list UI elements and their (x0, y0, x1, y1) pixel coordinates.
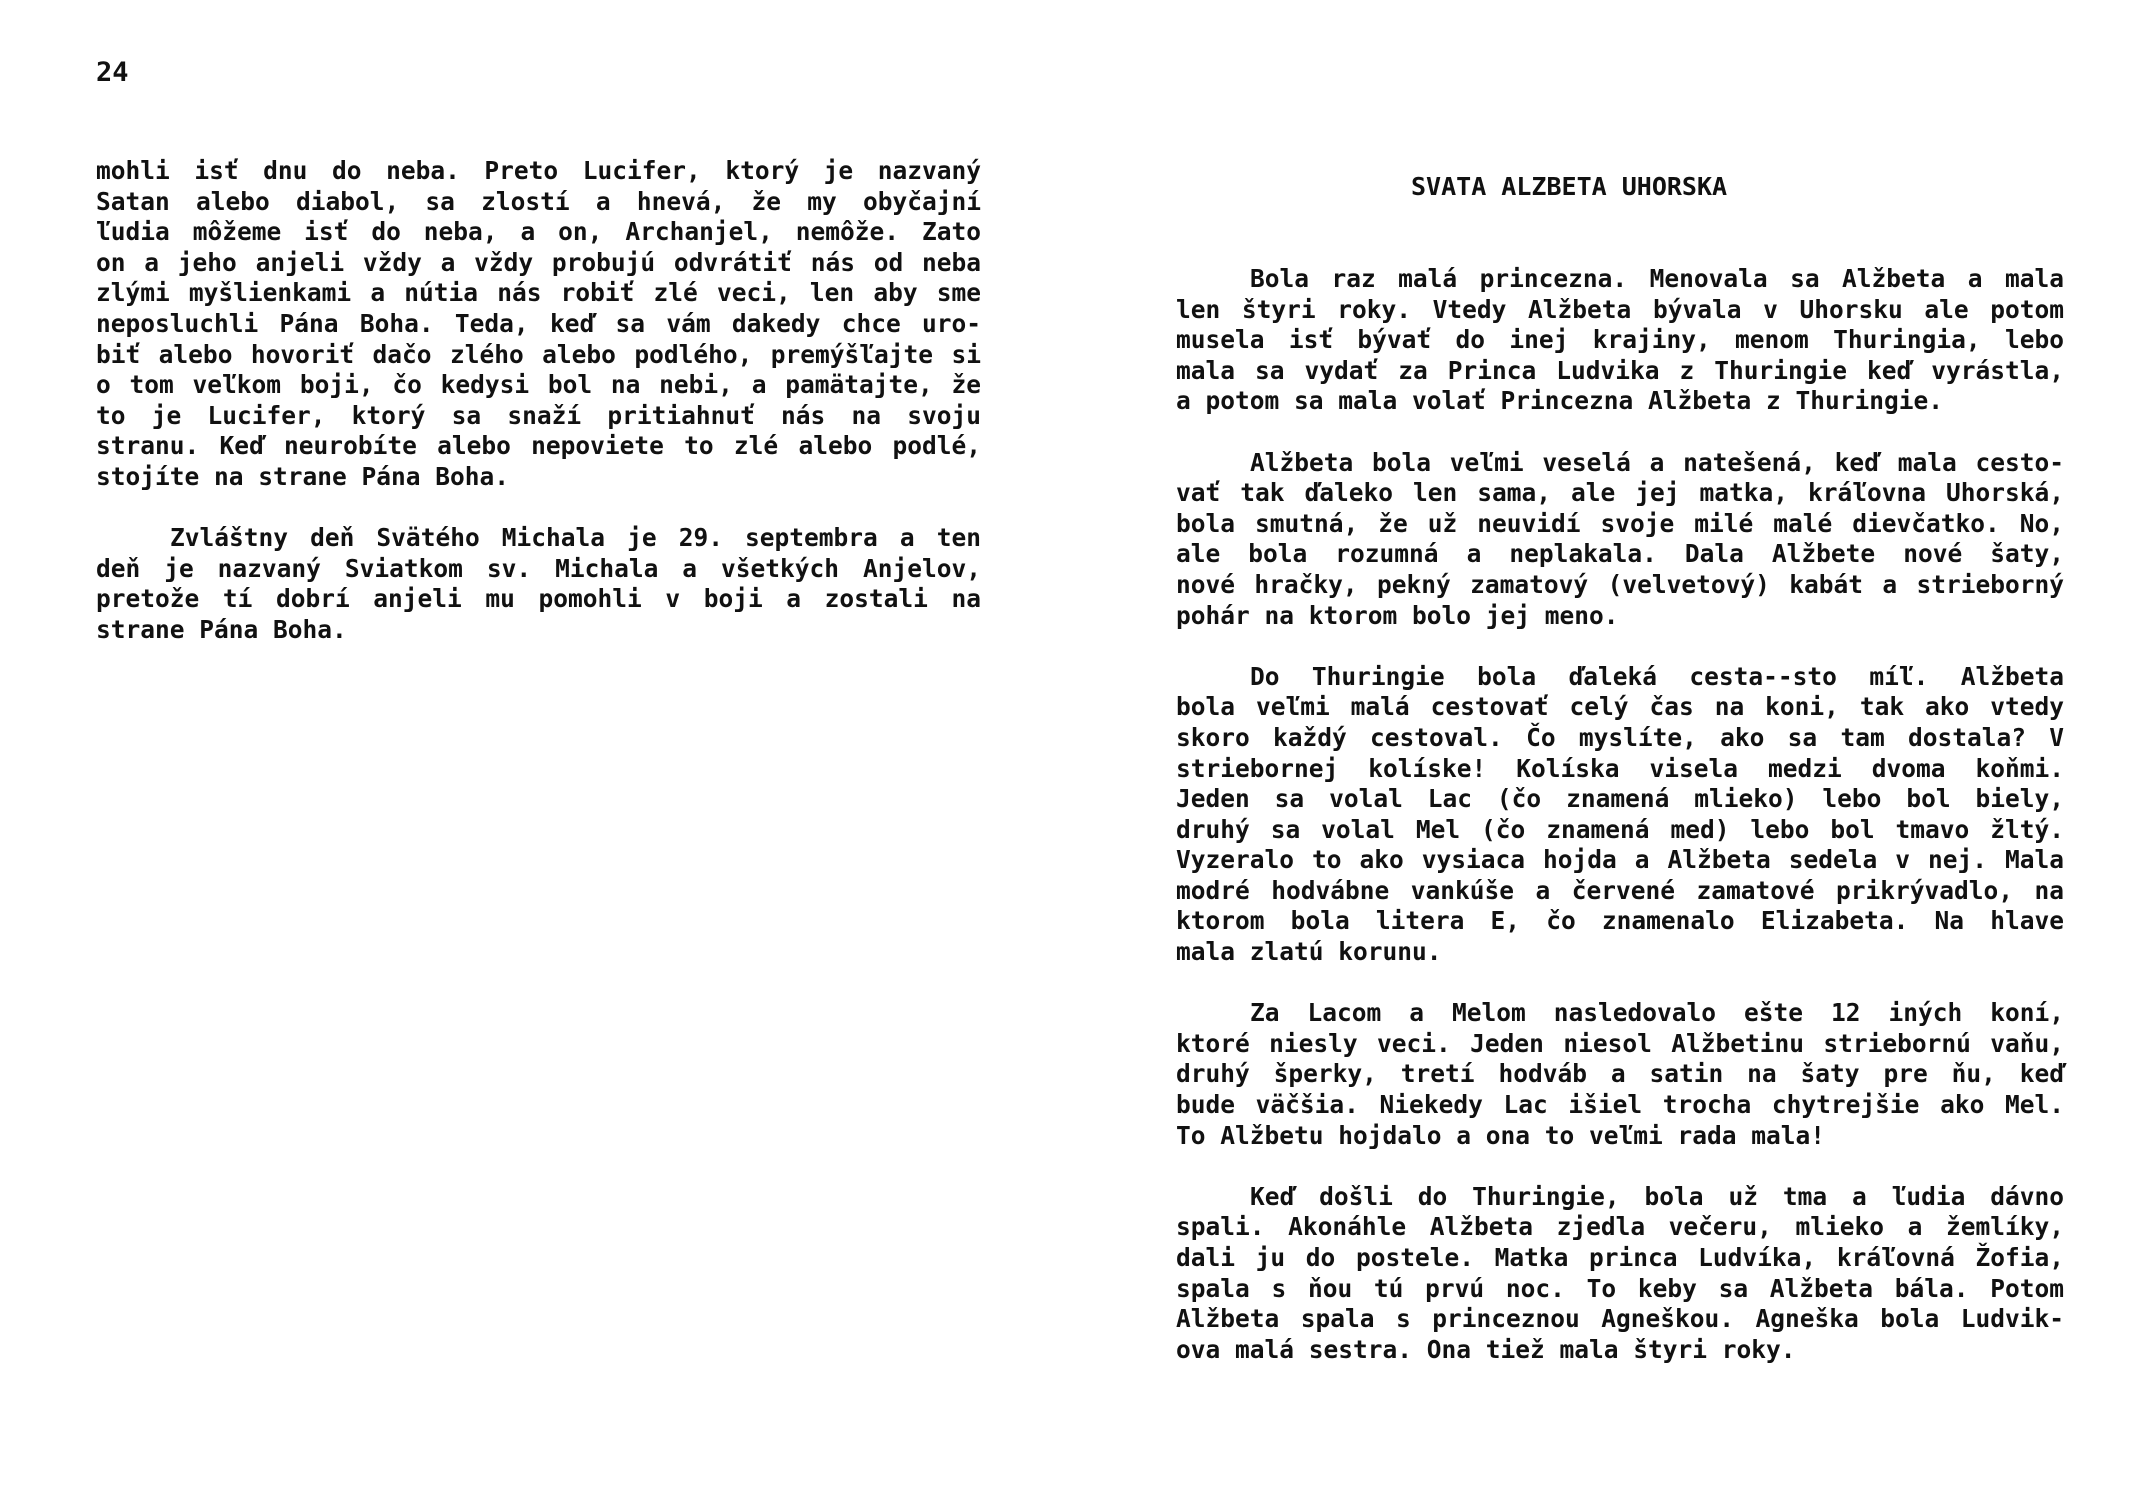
text-line: bola veľmi malá cestovať celý čas na koni, tak ako vtedy (1176, 692, 2064, 722)
text-line: To Alžbetu hojdalo a ona to veľmi rada mala! (1176, 1120, 1826, 1150)
text-line: musela isť bývať do inej krajiny, menom Thuringia, lebo (1176, 325, 2064, 355)
text-line: pretože tí dobrí anjeli mu pomohli v boji a zostali na (96, 584, 981, 614)
text-line: ktorom bola litera E, čo znamenalo Elizabeta. Na hlave (1176, 906, 2064, 936)
paragraph (96, 523, 981, 645)
text-line: Satan alebo diabol, sa zlostí a hnevá, že my obyčajní (96, 186, 981, 216)
text-line: neposluchli Pána Boha. Teda, keď sa vám dakedy chce uro- (96, 308, 981, 338)
page-number: 24 (96, 57, 129, 88)
text-line: Zvláštny deň Svätého Michala je 29. septembra a ten (170, 523, 981, 553)
text-line: modré hodvábne vankúše a červené zamatové prikrývadlo, na (1176, 875, 2064, 905)
paragraph (1176, 1182, 2064, 1366)
text-line: Alžbeta spala s princeznou Agneškou. Agneška bola Ludvik- (1176, 1304, 2064, 1334)
text-line: a potom sa mala volať Princezna Alžbeta z Thuringie. (1176, 386, 1944, 416)
text-line: strane Pána Boha. (96, 614, 347, 644)
text-line: vať tak ďaleko len sama, ale jej matka, kráľovna Uhorská, (1176, 478, 2064, 508)
text-line: Jeden sa volal Lac (čo znamená mlieko) lebo bol biely, (1176, 784, 2064, 814)
text-line: druhý šperky, tretí hodváb a satin na šaty pre ňu, keď (1176, 1059, 2064, 1089)
text-line: stranu. Keď neurobíte alebo nepoviete to zlé alebo podlé, (96, 431, 981, 461)
text-line: Vyzeralo to ako vysiaca hojda a Alžbeta sedela v nej. Mala (1176, 845, 2064, 875)
text-line: stojíte na strane Pána Boha. (96, 461, 510, 491)
text-line: on a jeho anjeli vždy a vždy probujú odvrátiť nás od neba (96, 247, 981, 277)
text-line: to je Lucifer, ktorý sa snaží pritiahnuť nás na svoju (96, 400, 981, 430)
text-line: biť alebo hovoriť dačo zlého alebo podlého, premýšľajte si (96, 339, 981, 369)
text-line: ale bola rozumná a neplakala. Dala Alžbete nové šaty, (1176, 539, 2064, 569)
text-line: skoro každý cestoval. Čo myslíte, ako sa tam dostala? V (1176, 722, 2064, 752)
text-line: ľudia môžeme isť do neba, a on, Archanjel, nemôže. Zato (96, 217, 981, 247)
text-line: pohár na ktorom bolo jej meno. (1176, 600, 1619, 630)
right-page-body (1176, 264, 2064, 1396)
paragraph (1176, 448, 2064, 632)
text-line: Bola raz malá princezna. Menovala sa Alžbeta a mala (1250, 264, 2064, 293)
text-line: striebornej kolíske! Kolíska visela medzi dvoma koňmi. (1176, 753, 2064, 783)
text-line: nové hračky, pekný zamatový (velvetový) kabát a strieborný (1176, 569, 2064, 599)
text-line: Za Lacom a Melom nasledovalo ešte 12 iných koní, (1250, 998, 2064, 1028)
chapter-title: SVATA ALZBETA UHORSKA (1411, 172, 1728, 201)
text-line: spali. Akonáhle Alžbeta zjedla večeru, mlieko a žemlíky, (1176, 1212, 2064, 1242)
text-line: Alžbeta bola veľmi veselá a natešená, keď mala cesto- (1250, 447, 2064, 477)
text-line: Do Thuringie bola ďaleká cesta--sto míľ. Alžbeta (1250, 661, 2064, 691)
text-line: Keď došli do Thuringie, bola už tma a ľudia dávno (1250, 1181, 2064, 1211)
paragraph (1176, 662, 2064, 968)
text-line: ktoré niesly veci. Jeden niesol Alžbetinu striebornú vaňu, (1176, 1028, 2064, 1058)
left-page-body (96, 156, 981, 676)
text-line: druhý sa volal Mel (čo znamená med) lebo bol tmavo žltý. (1176, 814, 2064, 844)
text-line: bola smutná, že už neuvidí svoje milé malé dievčatko. No, (1176, 508, 2064, 538)
paragraph (1176, 998, 2064, 1151)
text-line: mala sa vydať za Princa Ludvika z Thuringie keď vyrástla, (1176, 355, 2064, 385)
right-page (1071, 0, 2142, 1500)
text-line: mala zlatú korunu. (1176, 937, 1442, 967)
paragraph (1176, 264, 2064, 417)
text-line: ova malá sestra. Ona tiež mala štyri roky. (1176, 1334, 1796, 1364)
text-line: zlými myšlienkami a nútia nás robiť zlé veci, len aby sme (96, 278, 981, 308)
text-line: mohli isť dnu do neba. Preto Lucifer, ktorý je nazvaný (96, 156, 981, 185)
text-line: len štyri roky. Vtedy Alžbeta bývala v Uhorsku ale potom (1176, 294, 2064, 324)
text-line: dali ju do postele. Matka princa Ludvíka, kráľovná Žofia, (1176, 1243, 2064, 1272)
text-line: deň je nazvaný Sviatkom sv. Michala a všetkých Anjelov, (96, 553, 981, 583)
text-line: o tom veľkom boji, čo kedysi bol na nebi, a pamätajte, že (96, 370, 981, 400)
text-line: bude väčšia. Niekedy Lac išiel trocha chytrejšie ako Mel. (1176, 1090, 2064, 1120)
text-line: spala s ňou tú prvú noc. To keby sa Alžbeta bála. Potom (1176, 1273, 2064, 1303)
paragraph (96, 156, 981, 493)
